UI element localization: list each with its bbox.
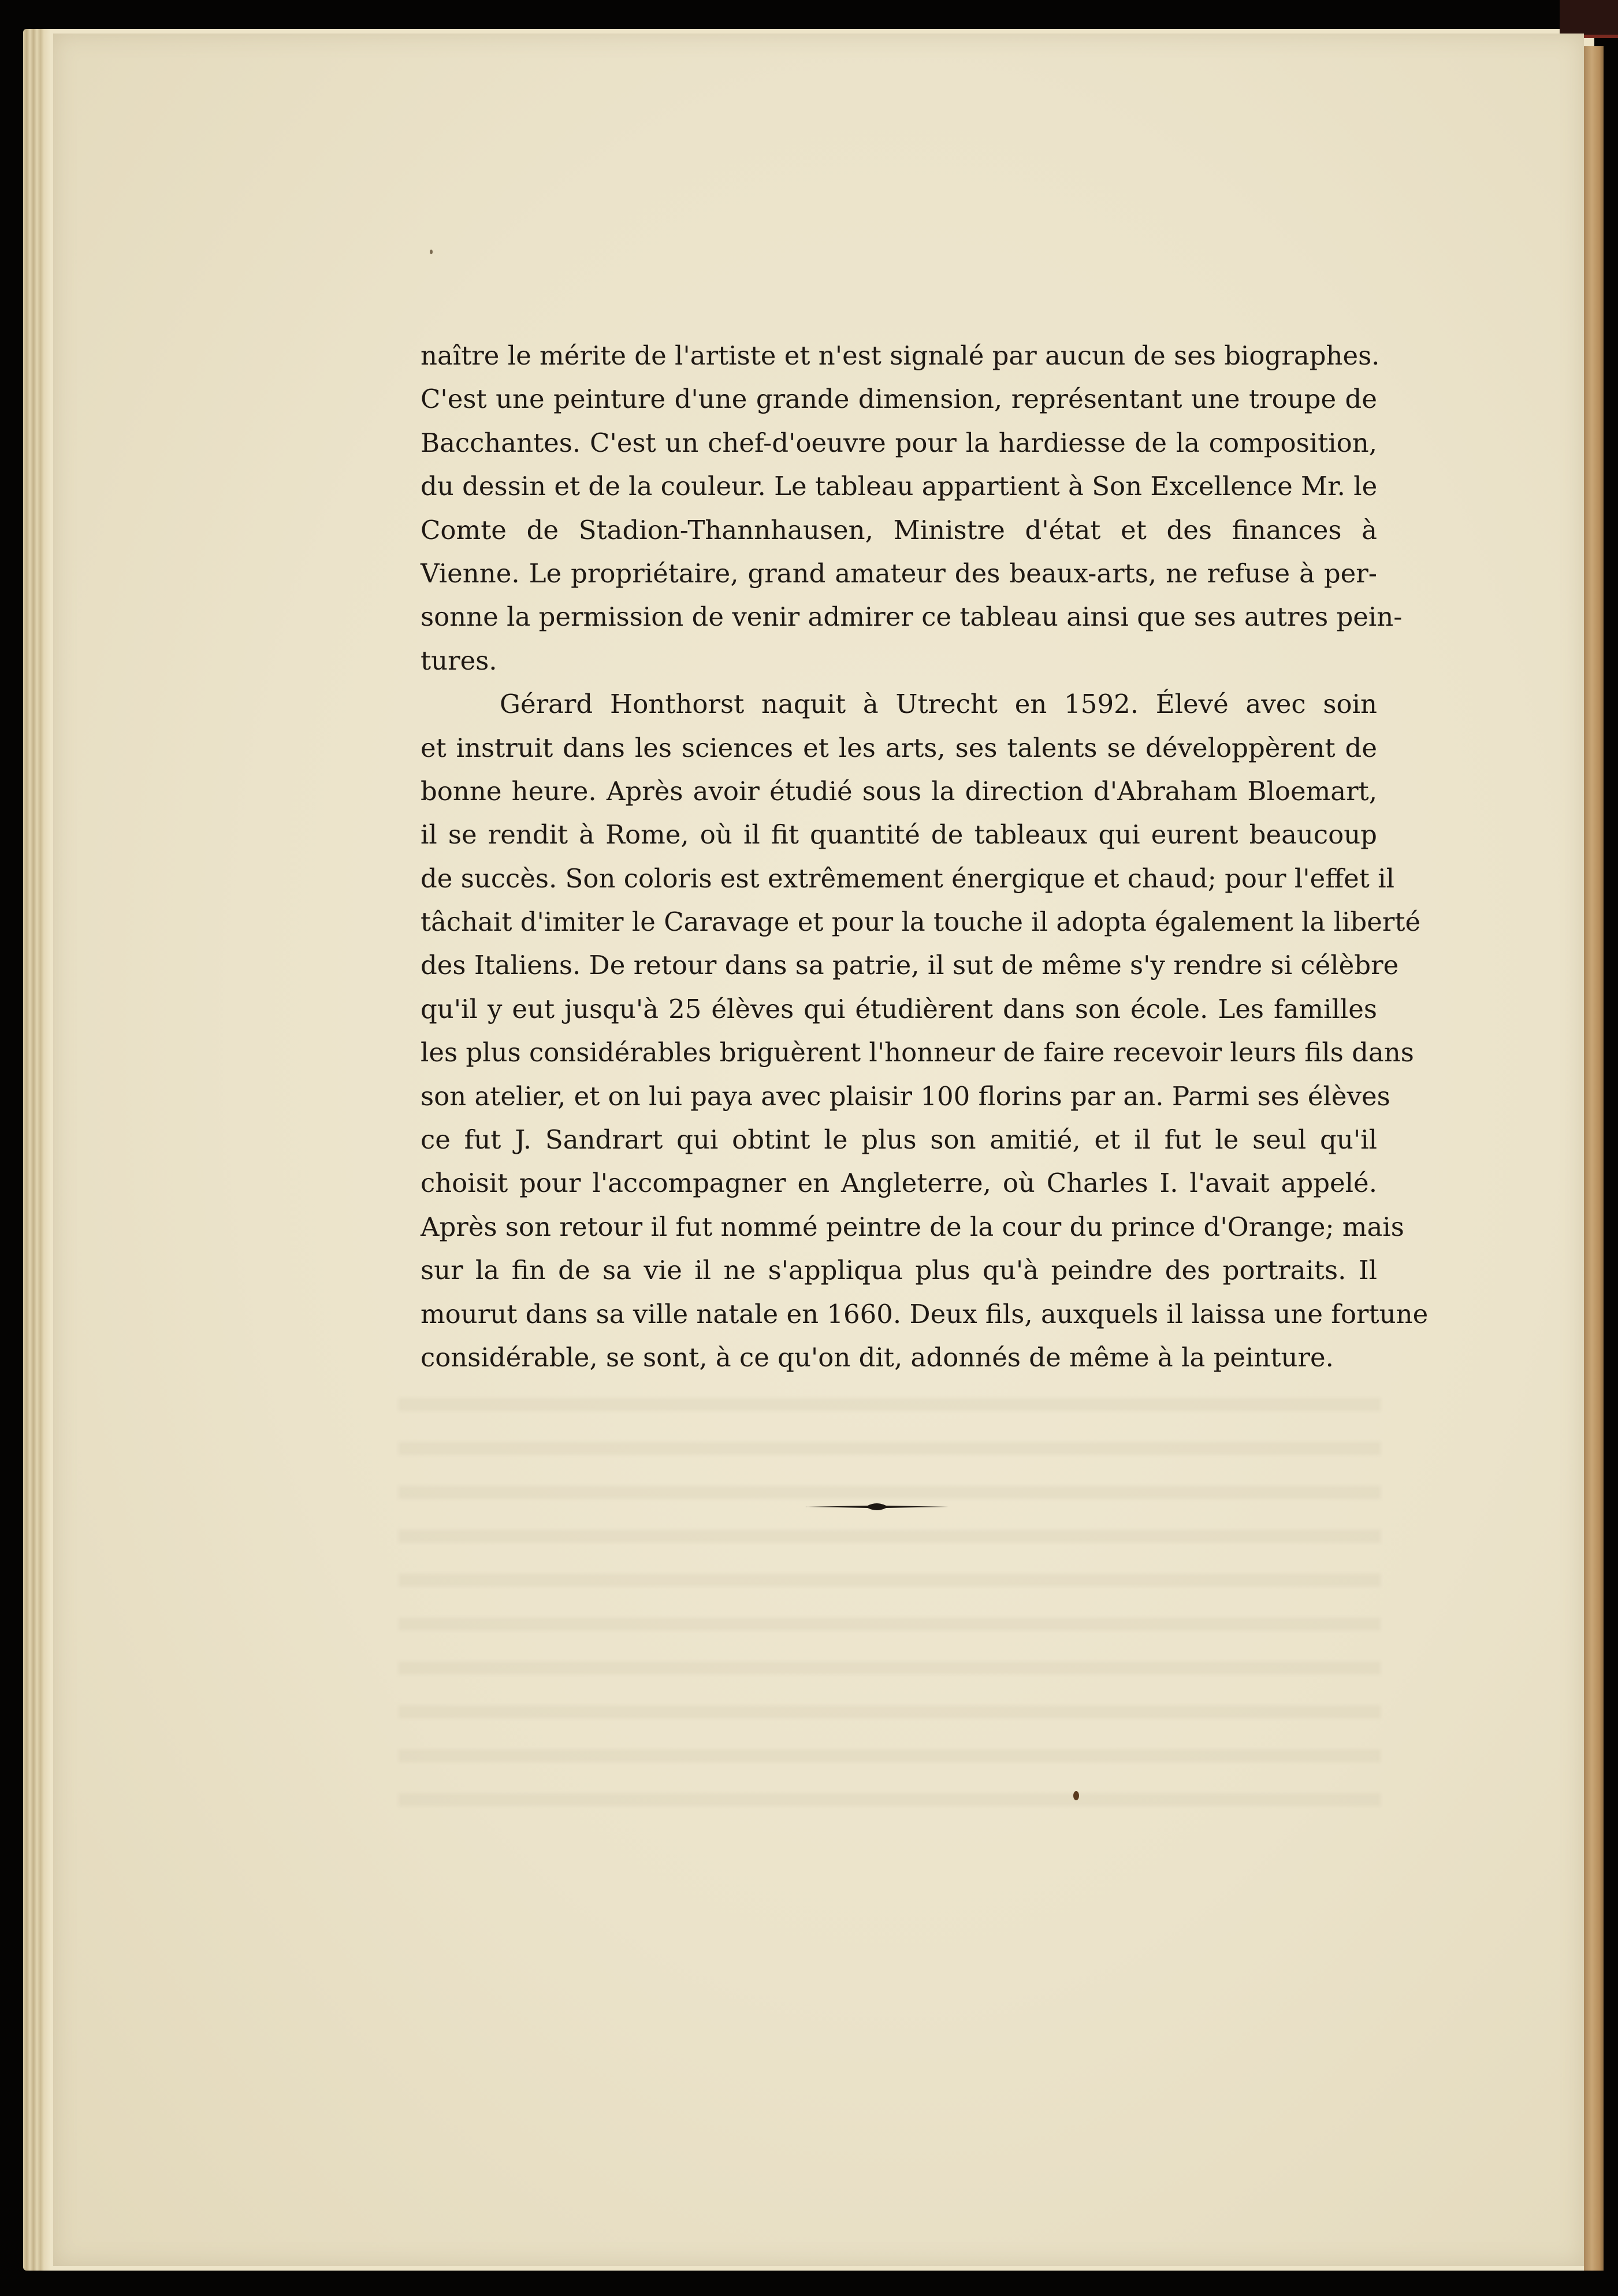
body-text: [421, 334, 1429, 1379]
book-spine: [1584, 46, 1604, 2271]
text-line: considérable, se sont, à ce qu'on dit, adonnés de même à la peinture.: [421, 1342, 1334, 1373]
text-line: mourut dans sa ville natale en 1660. Deux fils, auxquels il laissa une fortune: [421, 1298, 1429, 1329]
text-line: Bacchantes. C'est un chef-d'oeuvre pour la hardiesse de la composition,: [421, 427, 1377, 458]
text-line: naître le mérite de l'artiste et n'est signalé par aucun de ses biographes.: [421, 340, 1380, 371]
show-through-text: [399, 1375, 1381, 1814]
text-line: C'est une peinture d'une grande dimension, représentant une troupe de: [421, 384, 1377, 415]
text-line: du dessin et de la couleur. Le tableau appartient à Son Excellence Mr. le: [421, 471, 1378, 502]
text-line: de succès. Son coloris est extrêmement énergique et chaud; pour l'effet il: [421, 863, 1394, 894]
text-line: Vienne. Le propriétaire, grand amateur des beaux-arts, ne refuse à per-: [421, 558, 1377, 589]
text-line: et instruit dans les sciences et les arts, ses talents se développèrent de: [421, 732, 1377, 763]
text-line: Après son retour il fut nommé peintre de la cour du prince d'Orange; mais: [421, 1211, 1404, 1242]
text-line: son atelier, et on lui paya avec plaisir 100 florins par an. Parmi ses élèves: [421, 1080, 1390, 1112]
text-line: il se rendit à Rome, où il fit quantité de tableaux qui eurent beaucoup: [421, 819, 1377, 850]
text-line: tures.: [421, 645, 497, 676]
paper-spot: [1073, 1791, 1079, 1800]
tailpiece-ornament-icon: [804, 1500, 950, 1514]
text-line: qu'il y eut jusqu'à 25 élèves qui étudièrent dans son école. Les familles: [421, 993, 1377, 1024]
text-line: tâchait d'imiter le Caravage et pour la touche il adopta également la liberté: [421, 906, 1421, 938]
text-line: les plus considérables briguèrent l'honneur de faire recevoir leurs fils dans: [421, 1037, 1414, 1068]
text-line: des Italiens. De retour dans sa patrie, il sut de même s'y rendre si célèbre: [421, 950, 1399, 981]
text-line: Gérard Honthorst naquit à Utrecht en 1592. Élevé avec soin: [500, 689, 1377, 720]
text-line: Comte de Stadion-Thannhausen, Ministre d'état et des finances à: [421, 514, 1377, 545]
book-corner: [1560, 0, 1618, 38]
text-line: sonne la permission de venir admirer ce tableau ainsi que ses autres pein-: [421, 601, 1403, 633]
text-line: choisit pour l'accompagner en Angleterre, où Charles I. l'avait appelé.: [421, 1168, 1377, 1199]
text-line: sur la fin de sa vie il ne s'appliqua plus qu'à peindre des portraits. Il: [421, 1255, 1377, 1286]
text-line: bonne heure. Après avoir étudié sous la direction d'Abraham Bloemart,: [421, 775, 1377, 807]
text-line: ce fut J. Sandrart qui obtint le plus son amitié, et il fut le seul qu'il: [421, 1124, 1377, 1156]
paper-spot: [430, 250, 433, 254]
